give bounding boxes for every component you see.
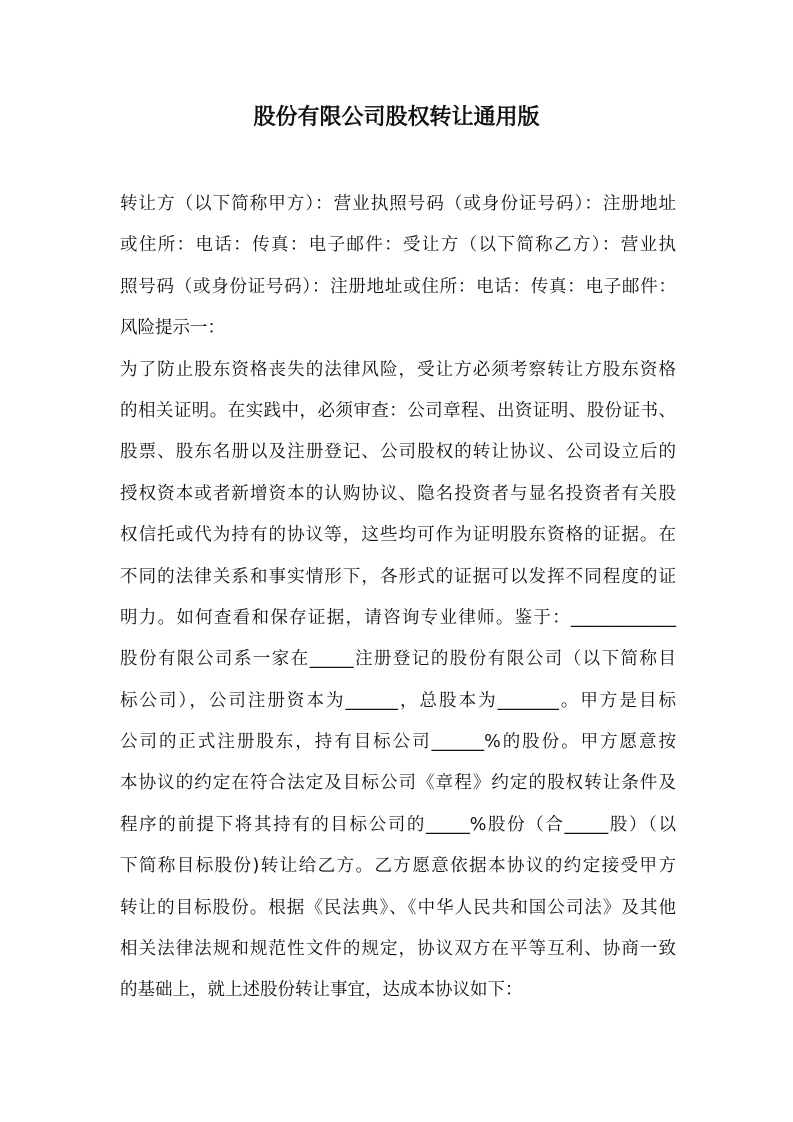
risk-heading-line: 风险提示一：	[120, 318, 225, 339]
body-line: 授权资本或者新增资本的认购协议、隐名投资者与显名投资者有关股	[120, 483, 676, 504]
document-title: 股份有限公司股权转让通用版	[253, 105, 540, 130]
body-line: 股票、股东名册以及注册登记、公司股权的转让协议、公司设立后的	[120, 442, 676, 463]
body-line: 照号码（或身份证号码）：注册地址或住所：电话：传真：电子邮件：	[120, 276, 676, 297]
body-line: 相关法律法规和规范性文件的规定，协议双方在平等互利、协商一致	[120, 939, 676, 960]
body-line: 标公司），公司注册资本为______，总股本为_______。甲方是目标	[120, 690, 676, 711]
body-line: 下简称目标股份)转让给乙方。乙方愿意依据本协议的约定接受甲方	[120, 856, 676, 877]
body-line: 程序的前提下将其持有的目标公司的_____%股份（合_____股）（以	[120, 814, 676, 835]
body-line: 权信托或代为持有的协议等，这些均可作为证明股东资格的证据。在	[120, 525, 676, 546]
body-line: 明力。如何查看和保存证据，请咨询专业律师。鉴于：____________	[120, 607, 676, 628]
body-line: 转让方（以下简称甲方）：营业执照号码（或身份证号码）：注册地址	[120, 194, 676, 214]
body-line: 不同的法律关系和事实情形下，各形式的证据可以发挥不同程度的证	[120, 566, 676, 587]
body-line: 或住所：电话：传真：电子邮件：受让方（以下简称乙方）：营业执	[120, 235, 676, 256]
body-line: 转让的目标股份。根据《民法典》、《中华人民共和国公司法》及其他	[120, 897, 676, 918]
body-line: 公司的正式注册股东，持有目标公司______%的股份。甲方愿意按	[120, 732, 676, 753]
document-body	[120, 184, 676, 1012]
body-line: 股份有限公司系一家在_____注册登记的股份有限公司（以下简称目	[120, 649, 676, 670]
body-line: 本协议的约定在符合法定及目标公司《章程》约定的股权转让条件及	[120, 773, 676, 794]
body-line: 的基础上，就上述股份转让事宜，达成本协议如下：	[120, 980, 523, 1001]
body-line: 的相关证明。在实践中，必须审查：公司章程、出资证明、股份证书、	[120, 400, 676, 421]
body-line: 为了防止股东资格丧失的法律风险，受让方必须考察转让方股东资格	[120, 359, 676, 380]
